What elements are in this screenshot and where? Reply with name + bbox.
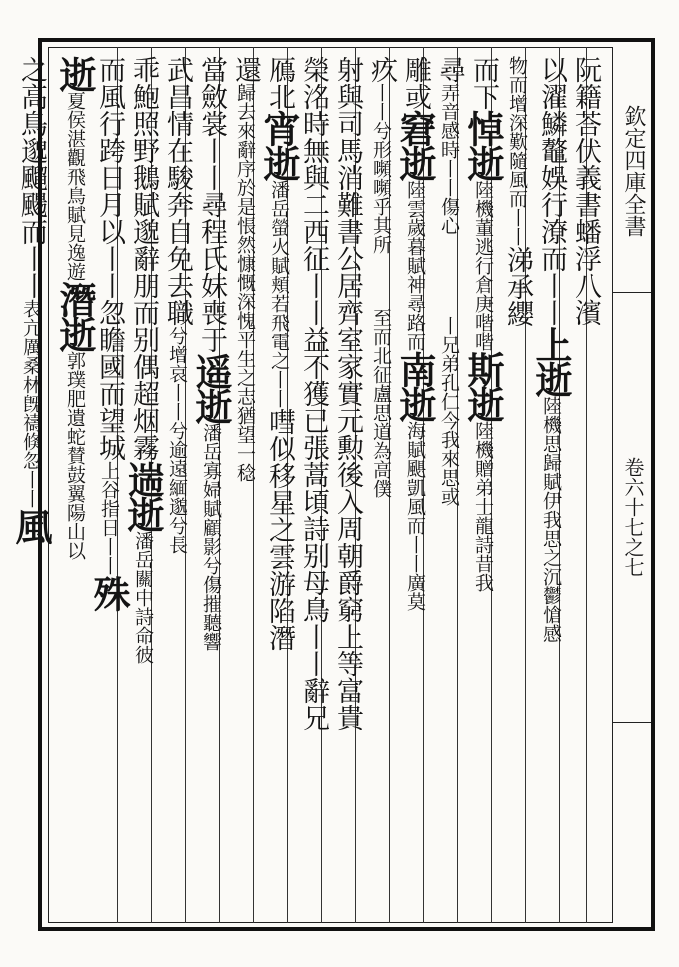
body-text: 以濯鱗鼇娛行潦而丨丨 [536, 56, 567, 326]
body-text [366, 254, 397, 308]
body-text: 尋 [434, 56, 465, 83]
body-text [434, 235, 465, 316]
body-text: 嘒似移星之雲游陷潛 [264, 408, 295, 651]
annotation-text: 表亢厲桑林旣禱倏忽丨丨 [20, 299, 42, 508]
annotation-text: 陸機思歸賦伊我思之沉鬱愴感 [540, 396, 562, 643]
body-text: 武昌情在駿奔自免去職 [162, 56, 193, 326]
headword: 南逝 [393, 351, 437, 421]
body-text: 之高鳥邈飀颺而丨丨 [16, 56, 47, 299]
headword: 遄逝 [121, 461, 165, 531]
headword: 逝 [53, 56, 97, 91]
body-text: 榮洺時無與二西征丨丨益不獲已張蒿頃詩别母鳥丨丨辭兄 [298, 56, 329, 731]
annotation-text: 潘岳關中詩命彼 [132, 531, 154, 664]
gutter-divider [613, 722, 651, 723]
headword: 斯逝 [461, 351, 505, 421]
headword: 宵逝 [257, 110, 301, 180]
body-text: 而下 [468, 56, 499, 110]
body-text: 乖鮑照野鵝賦邈辭朋而别偶超烟霧 [128, 56, 159, 461]
annotation-text: 夏侯湛觀飛鳥賦見逸遊 [64, 91, 86, 281]
body-text: 涕承纓 [502, 246, 533, 327]
body-text: 疚 [366, 56, 397, 83]
annotation-text: 郭璞肥遺蛇賛鼓翼陽山以 [64, 351, 86, 560]
body-text: 阮籍荅伏義書蟠浮八濱 [570, 56, 601, 326]
headword: 潛逝 [53, 281, 97, 351]
headword: 窘逝 [393, 110, 437, 180]
annotation-text: 弄音感時丨丨傷心 [438, 83, 460, 235]
headword: 殊 [87, 575, 131, 610]
annotation-text: 兮增哀丨丨兮逾遠緬邈兮長 [166, 326, 188, 554]
annotation-text: 海賦颶凱風而丨丨廣莫 [404, 421, 426, 611]
annotation-text: 物而增深歎隨風而丨丨 [506, 56, 528, 246]
text-column [9, 56, 54, 916]
annotation-text: 丨兄弟孔仁今我來思或 [438, 316, 460, 506]
body-text: 還 [230, 56, 261, 83]
annotation-text: 陸雲歲暮賦神尋路而 [404, 180, 426, 351]
body-text: 當斂裳丨丨尋程氏妹喪于 [196, 56, 227, 353]
annotation-text: 陸機贈弟士龍詩昔我 [472, 421, 494, 592]
gutter-divider [613, 292, 651, 293]
gutter-volume-label: 卷六十七之七 [621, 457, 645, 577]
headword: 上逝 [529, 326, 573, 396]
annotation-text: 潘岳寡婦賦顧影兮傷摧聽響 [200, 423, 222, 651]
headword: 遥逝 [189, 353, 233, 423]
headword: 悼逝 [461, 110, 505, 180]
annotation-text: 陸機董逃行倉庚喈喈 [472, 180, 494, 351]
body-text: 而風行跨日月以丨丨忽瞻國而望城 [94, 56, 125, 461]
annotation-text: 歸去來辭序於是悵然慷慨深愧平生之志猶望一稔 [234, 83, 256, 482]
body-text: 鴈北 [264, 56, 295, 110]
gutter-book-title: 欽定四庫全書 [621, 105, 646, 237]
annotation-text: 潘岳螢火賦頬若飛電之丨丨 [268, 180, 290, 408]
body-text: 雕或 [400, 56, 431, 110]
body-text: 射與司馬消難書公居齊室家實元勲後入周朝爵窮上等富貴 [332, 56, 363, 731]
annotation-text: 丨丨兮形嚬嚬乎其所 [370, 83, 392, 254]
headword: 風 [9, 508, 53, 543]
annotation-text: 至而北征盧思道為高僕 [370, 308, 392, 498]
annotation-text: 上谷指日丨丨 [98, 461, 120, 575]
text-column [52, 56, 98, 916]
